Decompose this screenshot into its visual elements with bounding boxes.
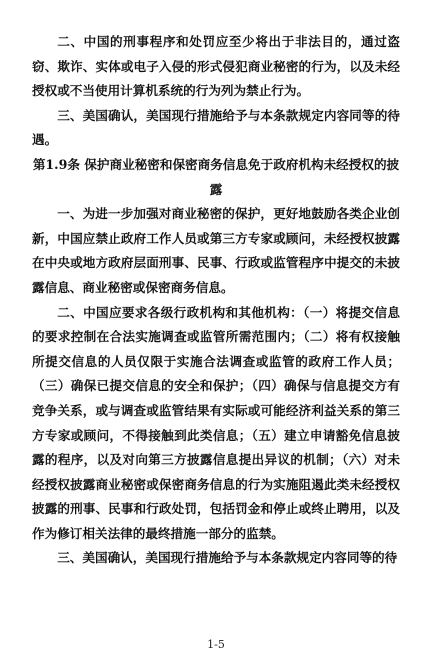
article-heading: 第1.9条 保护商业秘密和保密商务信息免于政府机构未经授权的披露 xyxy=(32,156,400,197)
paragraph-criminal-procedures: 二、中国的刑事程序和处罚应至少将出于非法目的，通过盗窃、欺诈、实体或电子入侵的形式侵犯商业秘密的行为，以及未经授权或不当使用计算机系统的行为列为禁止行为。 xyxy=(32,34,400,99)
article-paragraph-two: 二、中国应要求各级行政机构和其他机构：（一）将提交信息的要求控制在合法实施调查或监管所需范围内；（二）将有权接触所提交信息的人员仅限于实施合法调查或监管的政府工作人员；（三）确保已提交信息的安全和保护；（四）确保与信息提交方有竞争关系，或与调查或监管结果有实际或可能经济利益关系的第三方专家或顾问，不得接触到此类信息；（五）建立申请豁免信息披露的程序，以及对向第三方披露信息提出异议的机制；（六）对未经授权披露商业秘密或保密商务信息的行为实施阻遏此类未经授权披露的刑事、民事和行政处罚，包括罚金和停止或终止聘用，以及作为修订相关法律的最终措施一部分的监禁。 xyxy=(32,304,400,541)
page-number: 1-5 xyxy=(207,638,225,651)
article-paragraph-three: 三、美国确认，美国现行措施给予与本条款规定内容同等的待 xyxy=(57,550,398,566)
paragraph-us-confirmation: 三、美国确认，美国现行措施给予与本条款规定内容同等的待遇。 xyxy=(32,107,400,148)
document-body xyxy=(32,30,400,571)
article-paragraph-one: 一、为进一步加强对商业秘密的保护，更好地鼓励各类企业创新，中国应禁止政府工作人员或第三方专家或顾问，未经授权披露在中央或地方政府层面刑事、民事、行政或监管程序中提交的未披露信息、商业秘密或保密商务信息。 xyxy=(32,206,400,295)
